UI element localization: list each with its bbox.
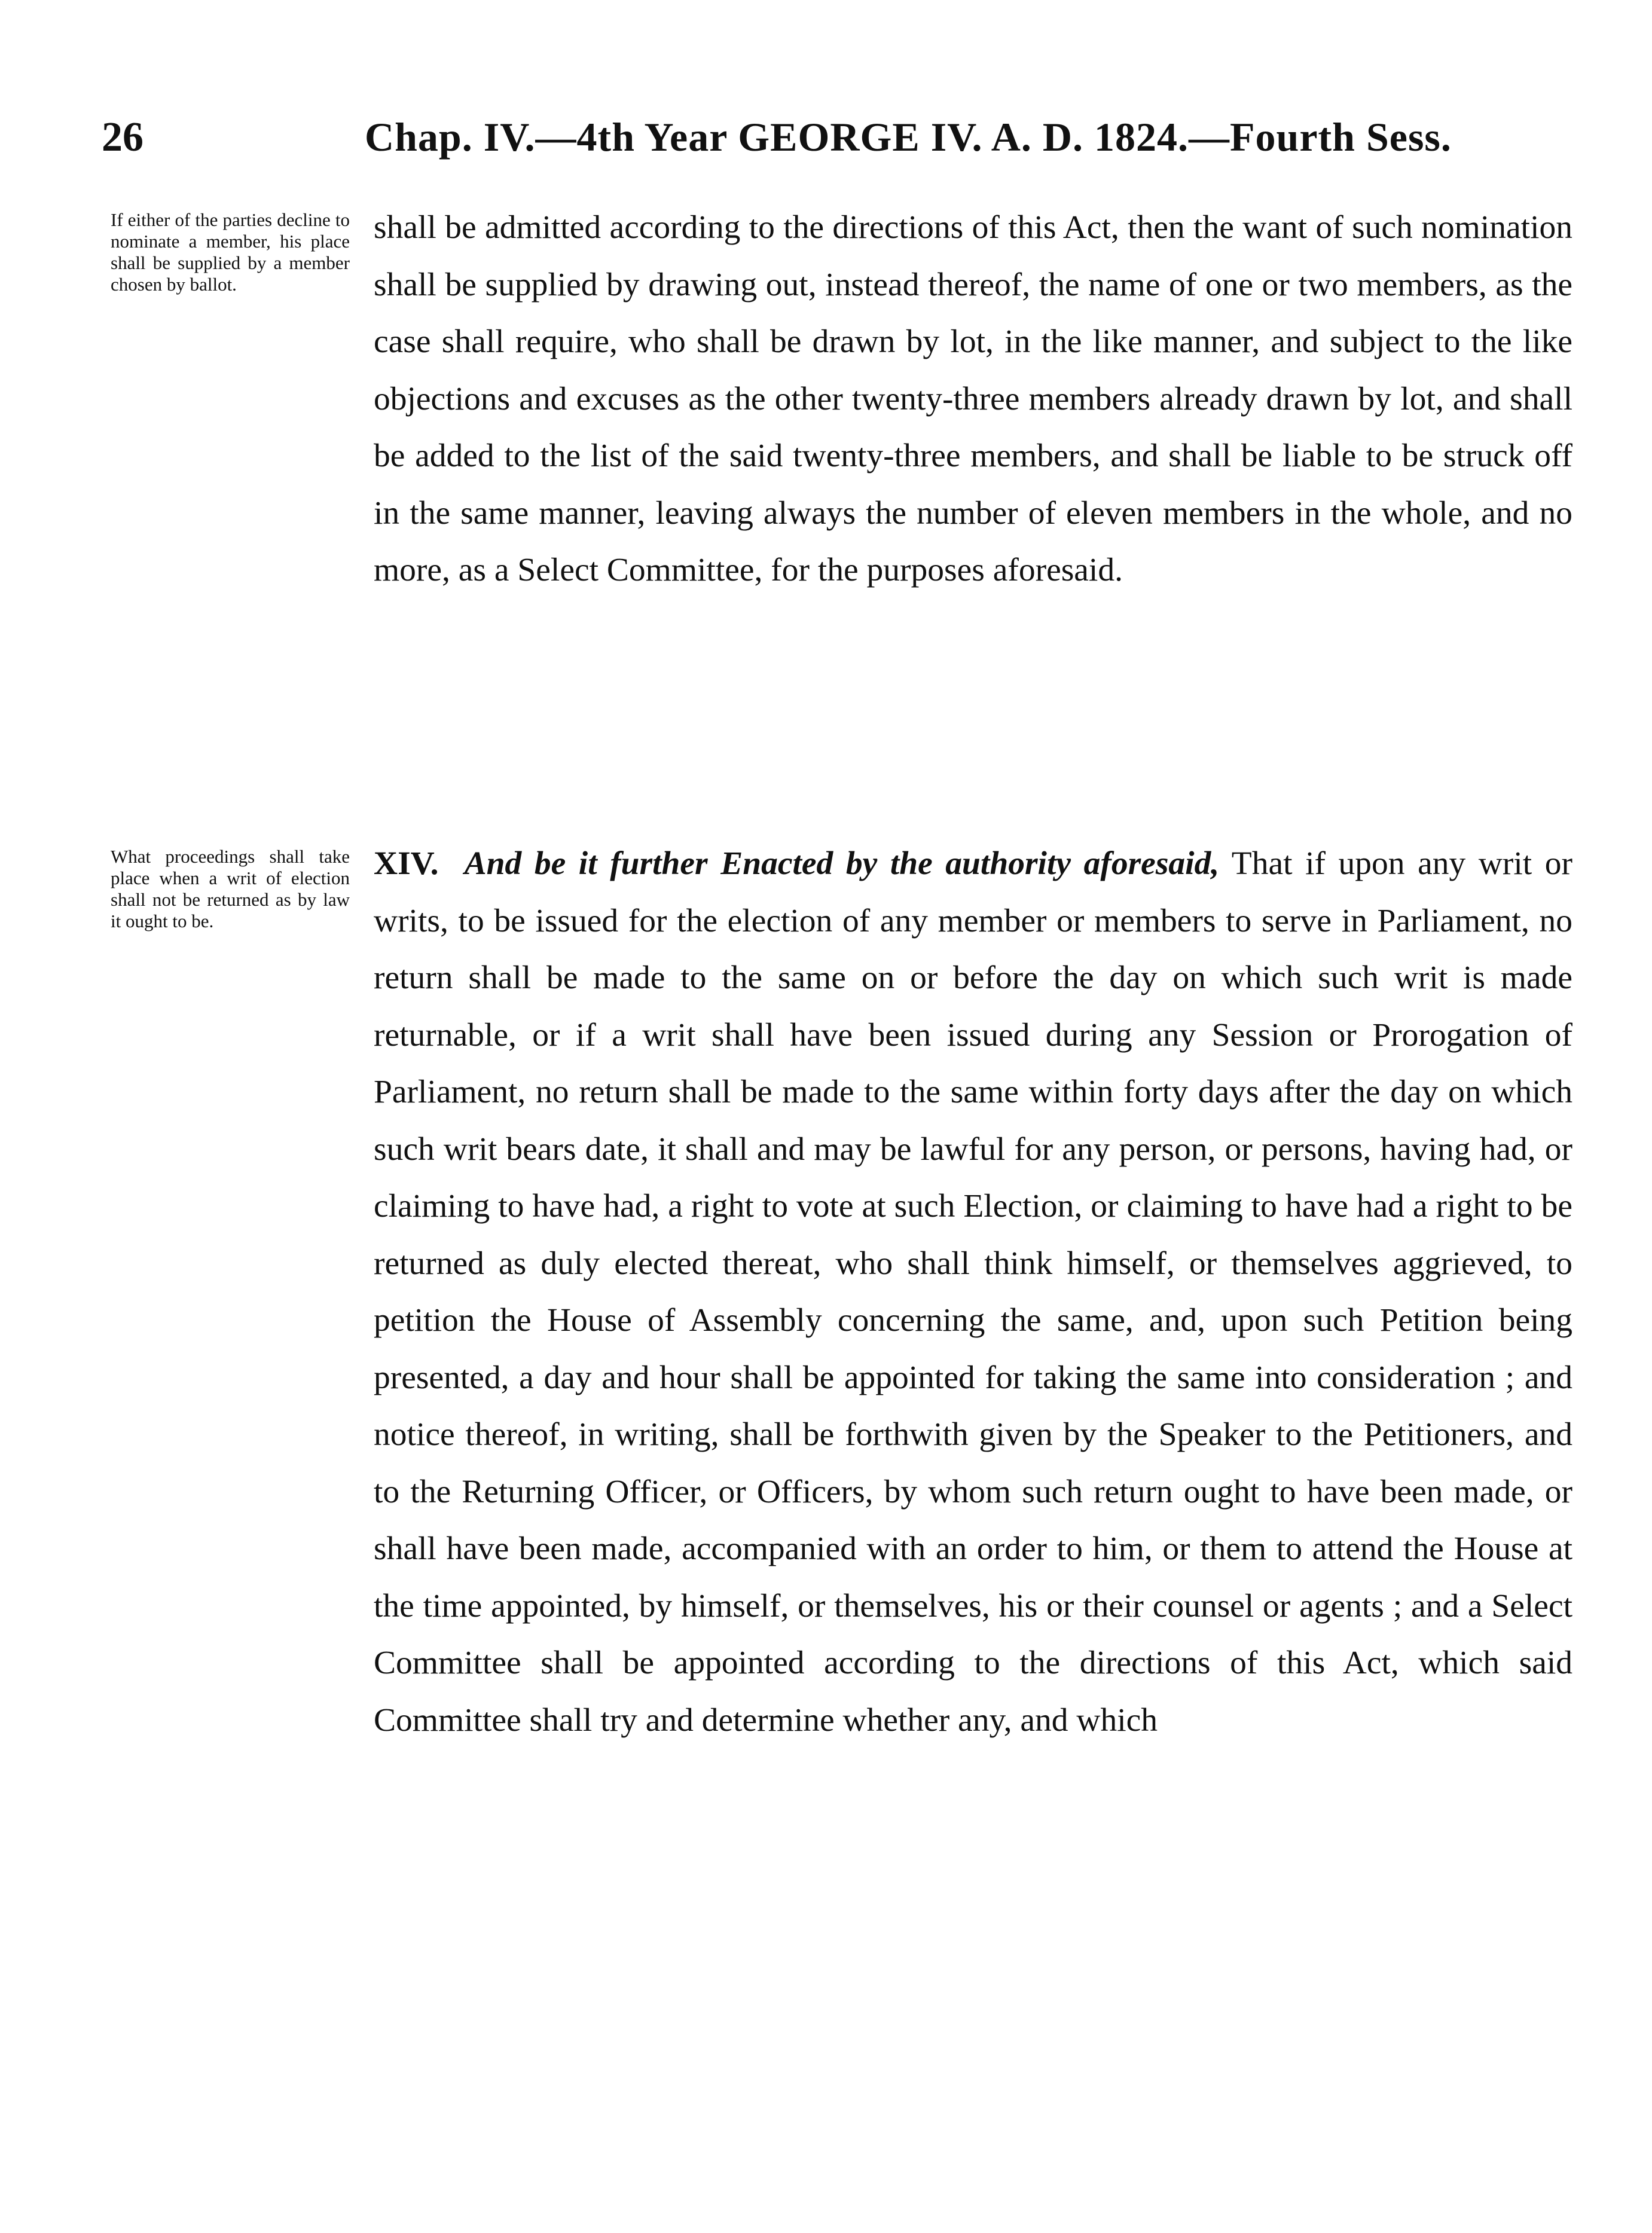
- section-xiv-paragraph: [374, 835, 1572, 1749]
- paragraph-text: shall be admitted according to the directions of this Act, then the want of such nomination shall be supplied by drawing out, instead thereof, the name of one or two members, as the case shall require, who shall be drawn by lot, in the like manner, and subject to the like objections and excuses as the other twenty-three members already drawn by lot, and shall be added to the list of the said twenty-three members, and shall be liable to be struck off in the same manner, leaving always the number of eleven members in the whole, and no more, as a Select Committee, for the purposes aforesaid.: [374, 209, 1572, 588]
- running-head: Chap. IV.—4th Year GEORGE IV. A. D. 1824.—Fourth Sess.: [365, 114, 1452, 160]
- marginal-note-writ-return: What proceedings shall take place when a writ of election shall not be returned as by law it ought to be.: [111, 846, 350, 931]
- page-header: [84, 114, 1567, 179]
- section-number: XIV.: [374, 845, 439, 882]
- continuation-paragraph: [374, 199, 1572, 599]
- enacting-clause: And be it further Enacted by the authority aforesaid,: [464, 845, 1220, 882]
- marginal-note-nomination: If either of the parties decline to nominate a member, his place shall be supplied by a member chosen by ballot.: [111, 209, 350, 295]
- section-text: That if upon any writ or writs, to be issued for the election of any member or members to serve in Parliament, no return shall be made to the same on or before the day on which such writ is made returnable, or if a writ shall have been issued during any Session or Prorogation of Parliament, no return shall be made to the same within forty days after the day on which such writ bears date, it shall and may be lawful for any person, or persons, having had, or claiming to have had, a right to vote at such Election, or claiming to have had a right to be returned as duly elected thereat, who shall think himself, or themselves aggrieved, to petition the House of Assembly concerning the same, and, upon such Petition being presented, a day and hour shall be appointed for taking the same into consideration ; and notice thereof, in writing, shall be forthwith given by the Speaker to the Petitioners, and to the Returning Officer, or Officers, by whom such return ought to have been made, or shall have been made, accompanied with an order to him, or them to attend the House at the time appointed, by himself, or themselves, his or their counsel or agents ; and a Select Committee shall be appointed according to the directions of this Act, which said Committee shall try and determine whether any, and which: [374, 845, 1573, 1739]
- page-number: 26: [102, 114, 143, 160]
- section-xiv: [374, 835, 1572, 1749]
